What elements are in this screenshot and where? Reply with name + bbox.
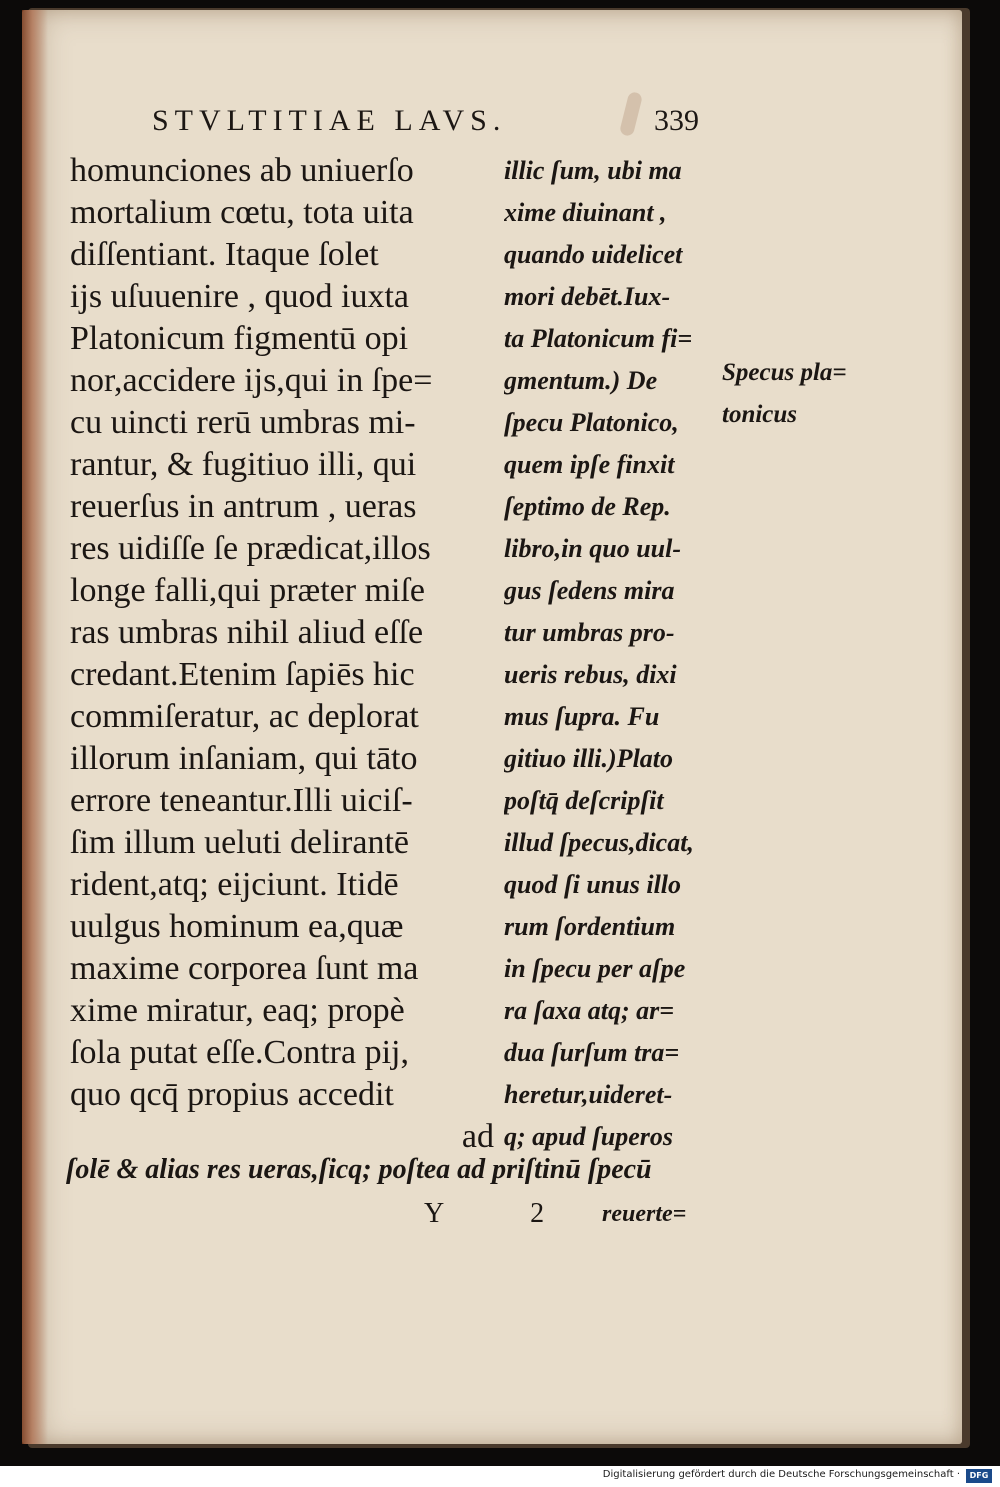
commentary-line: ſpecu Platonico, [504, 408, 679, 437]
main-text-line: xime miratur, eaq; propè [70, 992, 405, 1029]
main-text-line: maxime corporea ſunt ma [70, 950, 419, 987]
commentary-runover-line: ſolē & alias res ueras,ſicq; poſtea ad priſtinū ſpecū [66, 1154, 652, 1185]
commentary-line: mori debēt.Iux- [504, 282, 671, 311]
commentary-line: mus ſupra. Fu [504, 702, 660, 731]
main-text-line: ad [461, 1118, 494, 1155]
commentary-line: libro,in quo uul- [504, 534, 682, 563]
commentary-line: ra ſaxa atq; ar= [504, 996, 675, 1025]
main-text-line: cu uincti rerū umbras mi- [70, 404, 416, 441]
commentary-column [504, 150, 718, 1158]
digitization-credit-bar [0, 1466, 1000, 1487]
main-text-line: illorum inſaniam, qui tāto [70, 740, 418, 777]
main-text-line: rident,atq; eijciunt. Itidē [70, 866, 399, 903]
commentary-line: gus ſedens mira [504, 576, 675, 605]
binding-gutter [22, 10, 48, 1444]
commentary-line: ſeptimo de Rep. [504, 492, 671, 521]
main-text-line: nor,accidere ijs,qui in ſpe= [70, 362, 433, 399]
running-head [152, 104, 712, 144]
main-text-line: ras umbras nihil aliud eſſe [70, 614, 424, 651]
commentary-line: dua ſurſum tra= [504, 1038, 680, 1067]
commentary-line: ta Platonicum fi= [504, 324, 693, 353]
main-text-line: reuerſus in antrum , ueras [70, 488, 417, 525]
main-text-line: homunciones ab uniuerſo [70, 152, 414, 189]
commentary-line: illud ſpecus,dicat, [504, 828, 694, 857]
catchword: reuerte= [602, 1201, 687, 1227]
main-text-line: credant.Etenim ſapiēs hic [70, 656, 415, 693]
main-text-line: errore teneantur.Illi uiciſ- [70, 782, 413, 819]
main-text-line: longe falli,qui præter miſe [70, 572, 426, 609]
commentary-line: gitiuo illi.)Plato [504, 744, 674, 773]
main-text-line: Platonicum figmentū opi [70, 320, 409, 357]
commentary-line: tur umbras pro- [504, 618, 675, 647]
commentary-line: heretur,uideret- [504, 1080, 673, 1109]
commentary-line: rum ſordentium [504, 912, 676, 941]
commentary-line: quem ipſe finxit [504, 450, 675, 479]
credit-text: Digitalisierung gefördert durch die Deutsche Forschungsgemeinschaft · [602, 1469, 960, 1480]
marginal-note [722, 352, 892, 436]
commentary-line: xime diuinant , [504, 198, 667, 227]
commentary-line: in ſpecu per aſpe [504, 954, 686, 983]
main-text-line: ſim illum ueluti delirantē [70, 824, 409, 861]
signature-mark: Y 2 [424, 1198, 585, 1229]
main-text-line: mortalium cœtu, tota uita [70, 194, 414, 231]
main-text-column [70, 150, 494, 1158]
main-text-line: uulgus hominum ea,quæ [70, 908, 404, 945]
dfg-logo-icon[interactable]: DFG [966, 1469, 992, 1483]
main-text-line: res uidiſſe ſe prædicat,illos [70, 530, 431, 567]
commentary-line: poſtq̄ deſcripſit [504, 786, 664, 815]
page-number: 339 [654, 104, 699, 137]
main-text-line: ijs uſuuenire , quod iuxta [70, 278, 410, 315]
commentary-line: q; apud ſuperos [504, 1122, 674, 1151]
running-title: STVLTITIAE LAVS. [152, 104, 507, 137]
main-text-line: ſola putat eſſe.Contra pij, [70, 1034, 409, 1071]
main-text-line: quo qcq̄ propius accedit [70, 1076, 394, 1113]
marginal-note-line: Specus pla= [722, 359, 847, 386]
commentary-line: gmentum.) De [504, 366, 658, 395]
main-text-line: commiſeratur, ac deplorat [70, 698, 419, 735]
commentary-line: quod ſi unus illo [504, 870, 682, 899]
commentary-line: ueris rebus, dixi [504, 660, 677, 689]
main-text-line: diſſentiant. Itaque ſolet [70, 236, 379, 273]
main-text-line: rantur, & fugitiuo illi, qui [70, 446, 417, 483]
commentary-line: illic ſum, ubi ma [504, 156, 682, 185]
commentary-line: quando uidelicet [504, 240, 683, 269]
marginal-note-line: tonicus [722, 401, 798, 428]
